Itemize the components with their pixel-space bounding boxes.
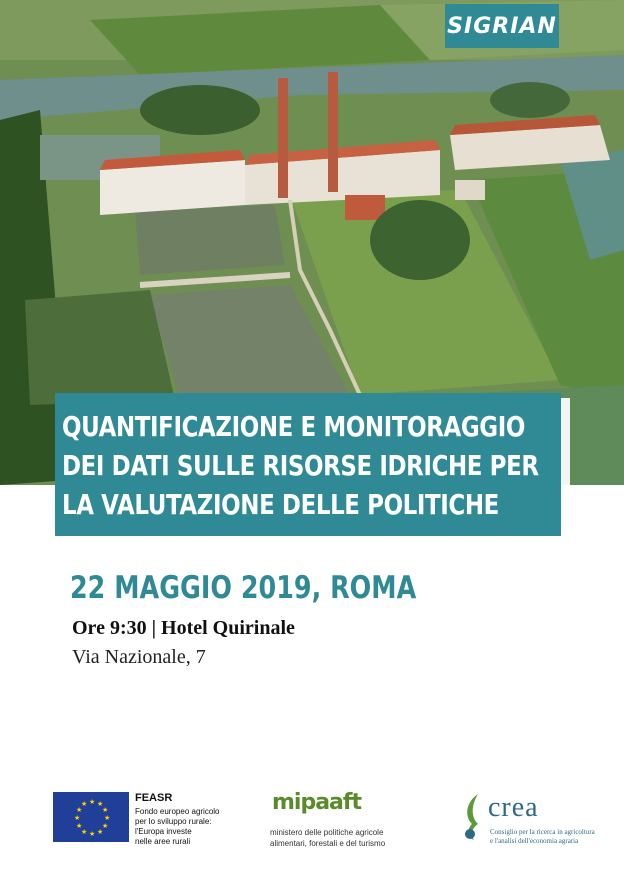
feasr-title: FEASR [135,792,173,804]
svg-text:★: ★ [102,822,109,830]
sigrian-badge: SIGRIAN [445,4,559,48]
svg-text:★: ★ [81,800,88,808]
feasr-line: nelle aree rurali [135,837,191,846]
crea-leaf-icon [460,790,486,842]
mipaaft-subtitle: alimentari, forestali e del turismo [270,839,386,848]
svg-text:★: ★ [76,806,83,814]
feasr-line: Fondo europeo agricolo [135,807,220,816]
svg-text:★: ★ [76,822,83,830]
eu-flag-logo [53,792,129,842]
svg-text:★: ★ [89,830,96,838]
mipaaft-subtitle: ministero delle politiche agricole [270,828,384,837]
svg-text:★: ★ [97,800,104,808]
svg-text:★: ★ [81,828,88,836]
svg-text:★: ★ [104,814,111,822]
event-time-place: Ore 9:30 | Hotel Quirinale [72,617,295,639]
feasr-line: per lo sviluppo rurale: [135,817,212,826]
event-address: Via Nazionale, 7 [72,646,206,668]
title-line-2: DEI DATI SULLE RISORSE IDRICHE PER [62,449,539,482]
title-line-3: LA VALUTAZIONE DELLE POLITICHE [62,488,499,521]
mipaaft-logo: mipaaft [272,790,361,815]
crea-subtitle: e l'analisi dell'economia agraria [490,837,579,845]
feasr-line: l'Europa investe [135,827,192,836]
title-line-1: QUANTIFICAZIONE E MONITORAGGIO [62,410,525,443]
crea-logo-text: crea [488,792,539,823]
event-date: 22 MAGGIO 2019, ROMA [70,570,417,606]
svg-text:★: ★ [74,814,81,822]
crea-subtitle: Consiglio per la ricerca in agricoltura [490,828,595,836]
svg-text:★: ★ [97,828,104,836]
svg-text:★: ★ [89,798,96,806]
svg-text:★: ★ [102,806,109,814]
